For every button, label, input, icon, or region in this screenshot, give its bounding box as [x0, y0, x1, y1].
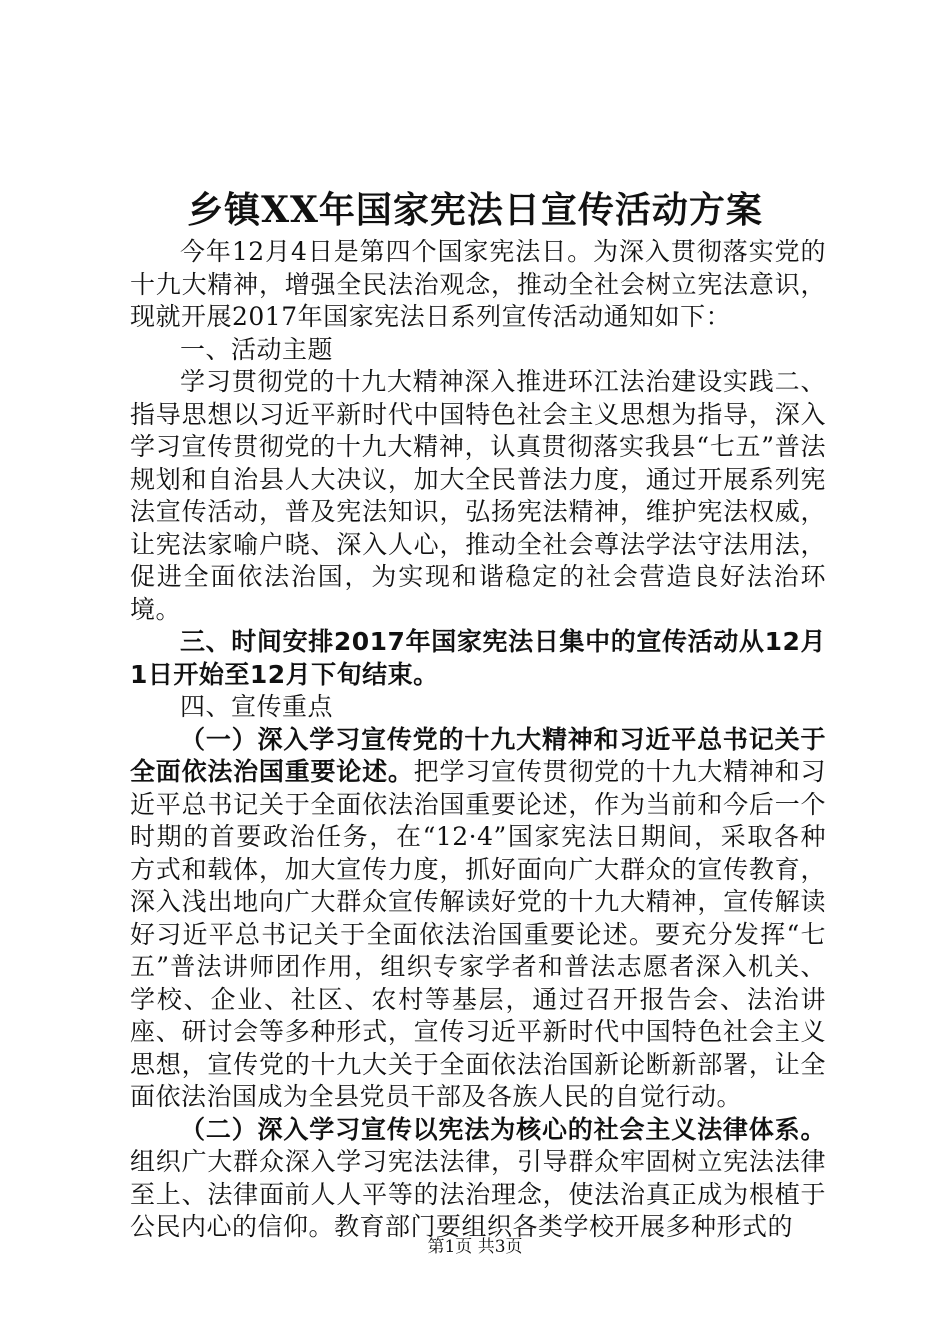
- focus-item-2-heading: （二）深入学习宣传以宪法为核心的社会主义法律体系。: [180, 1114, 826, 1144]
- intro-paragraph: 今年12月4日是第四个国家宪法日。为深入贯彻落实党的十九大精神，增强全民法治观念，推动全社会树立宪法意识，现就开展2017年国家宪法日系列宣传活动通知如下：: [130, 237, 826, 331]
- document-title: 乡镇XX年国家宪法日宣传活动方案: [187, 189, 763, 231]
- page-number-footer: 第1页 共3页: [427, 1237, 523, 1257]
- document-body: [130, 236, 826, 1244]
- section-heading-theme: 一、活动主题: [180, 334, 334, 364]
- focus-item-2-text: 组织广大群众深入学习宪法法律，引导群众牢固树立宪法法律至上、法律面前人人平等的法治理念，使法治真正成为根植于公民内心的信仰。教育部门要组织各类学校开展多种形式的: [130, 1147, 826, 1241]
- focus-item-2: [130, 1114, 826, 1244]
- focus-item-1: [130, 724, 826, 1114]
- section-heading-focus: 四、宣传重点: [180, 692, 334, 721]
- section-paragraph-schedule: 三、时间安排2017年国家宪法日集中的宣传活动从12月1日开始至12月下旬结束。: [130, 627, 826, 689]
- focus-item-1-heading: （一）深入学习宣传党的十九大精神和习近平总书记关于全面依法治国重要论述。: [130, 724, 826, 786]
- focus-item-1-text: 把学习宣传贯彻党的十九大精神和习近平总书记关于全面依法治国重要论述，作为当前和今后一个时期的首要政治任务，在“12·4”国家宪法日期间，采取各种方式和载体，加大宣传力度，抓好面向广大群众的宣传教育，深入浅出地向广大群众宣传解读好党的十九大精神，宣传解读好习近平总书记关于全面依法治国重要论述。要充分发挥“七五”普法讲师团作用，组织专家学者和普法志愿者深入机关、学校、企业、社区、农村等基层，通过召开报告会、法治讲座、研讨会等多种形式，宣传习近平新时代中国特色社会主义思想，宣传党的十九大关于全面依法治国新论断新部署，让全面依法治国成为全县党员干部及各族人民的自觉行动。: [130, 757, 826, 1111]
- section-paragraph-theme: 学习贯彻党的十九大精神深入推进环江法治建设实践二、指导思想以习近平新时代中国特色社会主义思想为指导，深入学习宣传贯彻党的十九大精神，认真贯彻落实我县“七五”普法规划和自治县人大决议，加大全民普法力度，通过开展系列宪法宣传活动，普及宪法知识，弘扬宪法精神，维护宪法权威，让宪法家喻户晓、深入人心，推动全社会尊法学法守法用法，促进全面依法治国，为实现和谐稳定的社会营造良好法治环境。: [130, 367, 826, 624]
